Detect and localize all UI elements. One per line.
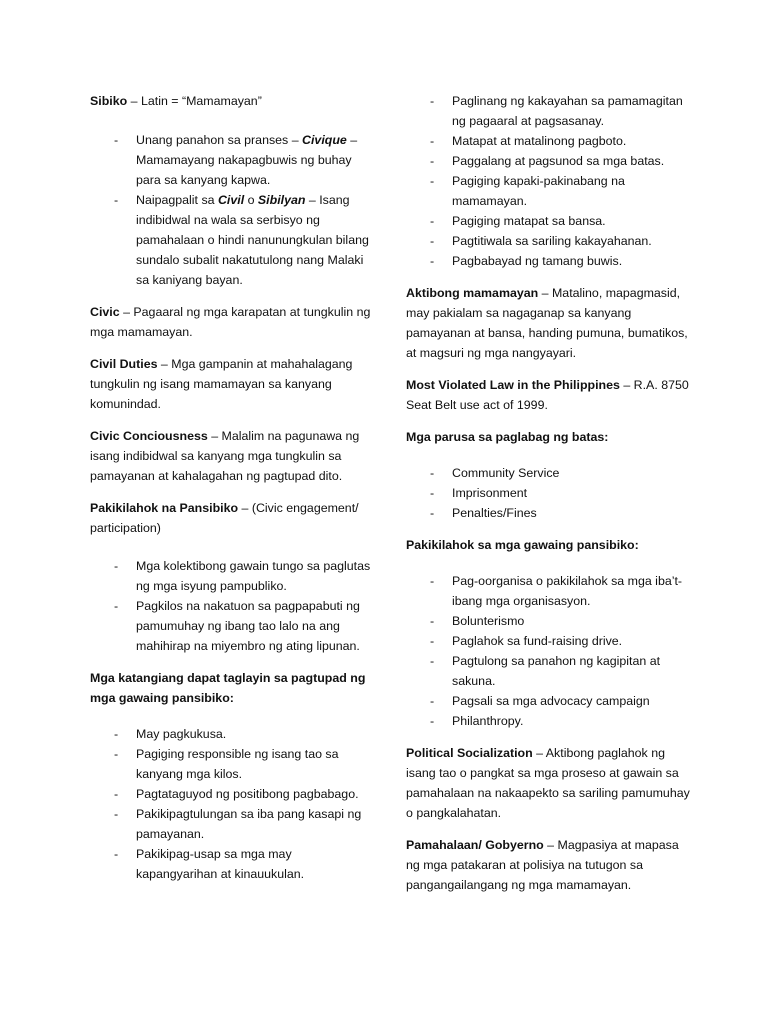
item-text: Naipagpalit sa — [136, 193, 218, 207]
katangian-list — [90, 724, 375, 884]
list-item: - Pakikipag-usap sa mga may kapangyarihan at kinauukulan. — [90, 844, 375, 884]
heading-text: Mga parusa sa paglabag ng batas: — [406, 430, 609, 444]
term: Civic — [90, 305, 120, 319]
term: Sibiko — [90, 94, 128, 108]
definition: – Pagaaral ng mga karapatan at tungkulin ng mga mamamayan. — [90, 305, 371, 339]
list-item: - Pag-oorganisa o pakikilahok sa mga iba’t-ibang mga organisasyon. — [406, 571, 691, 611]
gawain-heading — [406, 535, 691, 555]
political-socialization-definition — [406, 743, 691, 823]
civil-duties-definition — [90, 354, 375, 414]
term: Pamahalaan/ Gobyerno — [406, 838, 544, 852]
list-item — [90, 130, 375, 190]
term: Pakikilahok na Pansibiko — [90, 501, 239, 515]
list-item — [90, 190, 375, 290]
item-text: – Mamamayang nakapagbuwis ng buhay para sa kanyang kapwa. — [136, 133, 358, 187]
list-item: - Imprisonment — [406, 483, 691, 503]
list-item: - May pagkukusa. — [90, 724, 375, 744]
definition: – Latin = “Mamamayan” — [127, 94, 262, 108]
definition: – R.A. 8750 Seat Belt use act of 1999. — [406, 378, 689, 412]
item-emphasis: Sibilyan — [257, 193, 306, 207]
list-item: - Bolunterismo — [406, 611, 691, 631]
item-text: o — [244, 193, 258, 207]
right-column — [406, 91, 691, 907]
term: Civil Duties — [90, 357, 158, 371]
list-item: - Paglahok sa fund-raising drive. — [406, 631, 691, 651]
civic-conciousness-definition — [90, 426, 375, 486]
list-item: - Paglinang ng kakayahan sa pamamagitan ng pagaaral at pagsasanay. — [406, 91, 691, 131]
item-emphasis: Civil — [217, 193, 245, 207]
gawain-list — [406, 571, 691, 731]
sibiko-list — [90, 130, 375, 290]
list-item: - Pagbabayad ng tamang buwis. — [406, 251, 691, 271]
aktibong-mamamayan-definition — [406, 283, 691, 363]
definition: – Matalino, mapagmasid, may pakialam sa nagaganap sa kanyang pamayanan at bansa, handing pumuna, bumatikos, at magsuri ng mga nangyayari. — [406, 286, 688, 360]
pakikilahok-definition — [90, 498, 375, 538]
list-item: - Philanthropy. — [406, 711, 691, 731]
term: Most Violated Law in the Philippines — [406, 378, 620, 392]
definition: – Malalim na pagunawa ng isang indibidwal sa kanyang mga tungkulin sa pamayanan at kahalagahan ng pagtupad dito. — [90, 429, 360, 483]
item-text: – Isang indibidwal na wala sa serbisyo ng pamahalaan o hindi nanunungkulan bilang sundalo subalit nakatutulong nang Malaki sa kaniyang bayan. — [136, 193, 369, 287]
sibiko-definition — [90, 91, 375, 111]
list-item: - Pagtitiwala sa sariling kakayahanan. — [406, 231, 691, 251]
civic-definition — [90, 302, 375, 342]
definition: – Aktibong paglahok ng isang tao o pangkat sa mga proseso at gawain sa pamahalaan na nakaapekto sa sariling pamumuhay o pangkalahatan. — [406, 746, 690, 820]
pakikilahok-list — [90, 556, 375, 656]
heading-text: Mga katangiang dapat taglayin sa pagtupad ng mga gawaing pansibiko: — [90, 671, 366, 705]
term: Aktibong mamamayan — [406, 286, 539, 300]
parusa-heading — [406, 427, 691, 447]
item-emphasis: Civique — [302, 133, 347, 147]
left-column — [90, 91, 375, 896]
list-item: - Pakikipagtulungan sa iba pang kasapi ng pamayanan. — [90, 804, 375, 844]
list-item: - Pagsali sa mga advocacy campaign — [406, 691, 691, 711]
definition: – Mga gampanin at mahahalagang tungkulin ng isang mamamayan sa kanyang komunindad. — [90, 357, 353, 411]
list-item: - Pagkilos na nakatuon sa pagpapabuti ng pamumuhay ng ibang tao lalo na ang mahihirap na miyembro ng ating lipunan. — [90, 596, 375, 656]
heading-text: Pakikilahok sa mga gawaing pansibiko: — [406, 538, 639, 552]
parusa-list — [406, 463, 691, 523]
list-item: - Penalties/Fines — [406, 503, 691, 523]
tungkulin-list — [406, 91, 691, 271]
list-item: - Mga kolektibong gawain tungo sa paglutas ng mga isyung pampubliko. — [90, 556, 375, 596]
pamahalaan-definition — [406, 835, 691, 895]
list-item: - Pagtulong sa panahon ng kagipitan at sakuna. — [406, 651, 691, 691]
definition: – Magpasiya at mapasa ng mga patakaran at polisiya na tutugon sa pangangailangang ng mga mamamayan. — [406, 838, 679, 892]
item-text: Unang panahon sa pranses – — [136, 133, 303, 147]
list-item: - Pagiging matapat sa bansa. — [406, 211, 691, 231]
definition: – (Civic engagement/ participation) — [90, 501, 359, 535]
term: Political Socialization — [406, 746, 533, 760]
list-item: - Pagiging kapaki-pakinabang na mamamayan. — [406, 171, 691, 211]
list-item: - Pagiging responsible ng isang tao sa kanyang mga kilos. — [90, 744, 375, 784]
list-item: - Pagtataguyod ng positibong pagbabago. — [90, 784, 375, 804]
list-item: - Community Service — [406, 463, 691, 483]
term: Civic Conciousness — [90, 429, 208, 443]
most-violated-law — [406, 375, 691, 415]
katangian-heading — [90, 668, 375, 708]
list-item: - Matapat at matalinong pagboto. — [406, 131, 691, 151]
list-item: - Paggalang at pagsunod sa mga batas. — [406, 151, 691, 171]
